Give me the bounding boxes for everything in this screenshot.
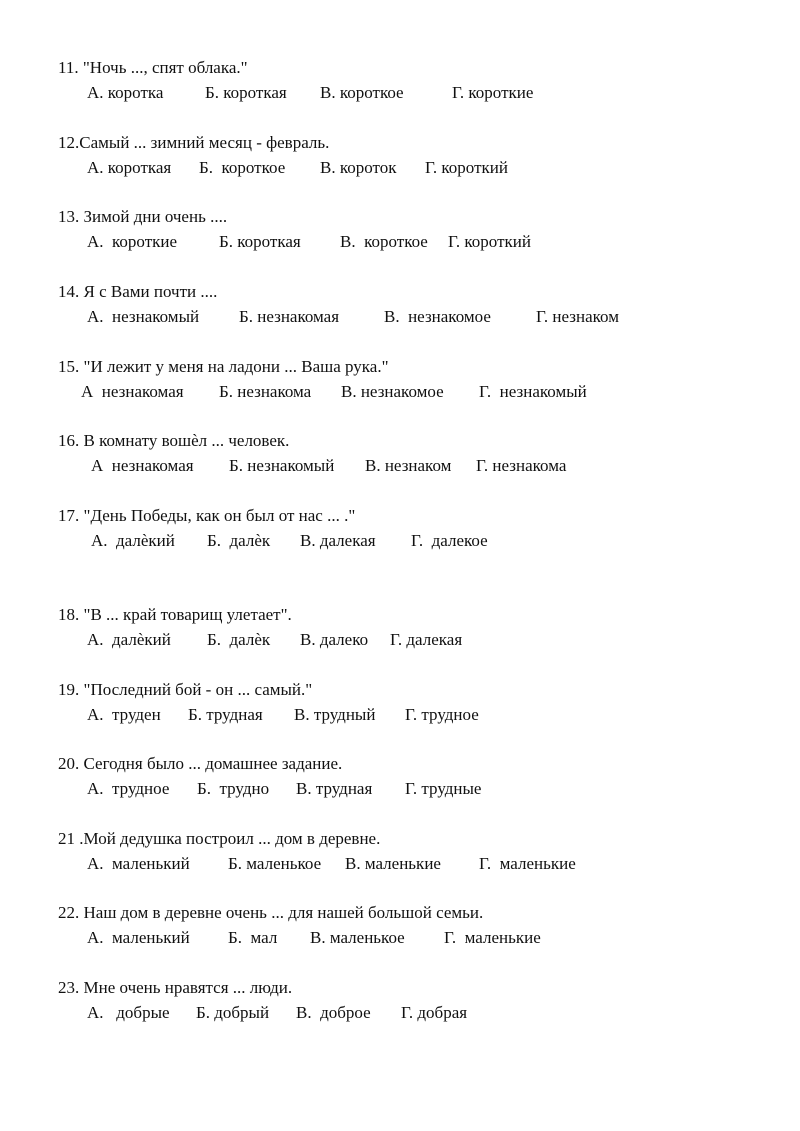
q13-option-c: В. короткое — [340, 232, 428, 251]
q20-option-b: Б. трудно — [197, 779, 270, 798]
q16-option-c: В. незнаком — [365, 456, 452, 475]
q14-option-a: А. незнакомый — [87, 307, 200, 326]
q12-option-d: Г. короткий — [425, 158, 508, 177]
question-11-text: 11. "Ночь ..., спят облака." — [58, 58, 248, 77]
question-16-text: 16. В комнату вошѐл ... человек. — [58, 431, 290, 450]
q12-option-c: В. короток — [320, 158, 397, 177]
q17-option-d: Г. далекое — [411, 531, 488, 550]
q17-option-c: В. далекая — [300, 531, 376, 550]
question-18-text: 18. "В ... край товарищ улетает". — [58, 605, 292, 624]
q22-option-c: В. маленькое — [310, 928, 405, 947]
q18-option-a: А. далѐкий — [87, 630, 171, 649]
question-22-text: 22. Наш дом в деревне очень ... для нашей большой семьи. — [58, 903, 484, 922]
q18-option-b: Б. далѐк — [207, 630, 271, 649]
q12-option-a: А. короткая — [87, 158, 172, 177]
q16-option-b: Б. незнакомый — [229, 456, 335, 475]
q23-option-b: Б. добрый — [196, 1003, 270, 1022]
q14-option-c: В. незнакомое — [384, 307, 491, 326]
q15-option-a: А незнакомая — [81, 382, 184, 401]
question-15-text: 15. "И лежит у меня на ладони ... Ваша рука." — [58, 357, 389, 376]
q19-option-c: В. трудный — [294, 705, 376, 724]
q15-option-d: Г. незнакомый — [479, 382, 587, 401]
q16-option-d: Г. незнакома — [476, 456, 567, 475]
q20-option-c: В. трудная — [296, 779, 373, 798]
question-20-text: 20. Сегодня было ... домашнее задание. — [58, 754, 343, 773]
q15-option-c: В. незнакомое — [341, 382, 444, 401]
q21-option-b: Б. маленькое — [228, 854, 322, 873]
q15-option-b: Б. незнакома — [219, 382, 312, 401]
q16-option-a: А незнакомая — [91, 456, 194, 475]
q14-option-d: Г. незнаком — [536, 307, 619, 326]
q18-option-c: В. далеко — [300, 630, 369, 649]
q17-option-b: Б. далѐк — [207, 531, 271, 550]
question-19-text: 19. "Последний бой - он ... самый." — [58, 680, 313, 699]
q19-option-d: Г. трудное — [405, 705, 479, 724]
q13-option-b: Б. короткая — [219, 232, 301, 251]
q11-option-d: Г. короткие — [452, 83, 534, 102]
q22-option-d: Г. маленькие — [444, 928, 541, 947]
q18-option-d: Г. далекая — [390, 630, 463, 649]
q21-option-c: В. маленькие — [345, 854, 441, 873]
question-17-text: 17. "День Победы, как он был от нас ... ." — [58, 506, 356, 525]
q20-option-a: А. трудное — [87, 779, 170, 798]
q14-option-b: Б. незнакомая — [239, 307, 340, 326]
q12-option-b: Б. короткое — [199, 158, 286, 177]
q19-option-a: А. труден — [87, 705, 161, 724]
q13-option-a: А. короткие — [87, 232, 178, 251]
question-21-text: 21 .Мой дедушка построил ... дом в деревне. — [58, 829, 381, 848]
q11-option-a: А. коротка — [87, 83, 164, 102]
q23-option-a: А. добрые — [87, 1003, 170, 1022]
q22-option-a: А. маленький — [87, 928, 190, 947]
q11-option-b: Б. короткая — [205, 83, 287, 102]
question-14-text: 14. Я с Вами почти .... — [58, 282, 218, 301]
q21-option-d: Г. маленькие — [479, 854, 576, 873]
q20-option-d: Г. трудные — [405, 779, 482, 798]
q13-option-d: Г. короткий — [448, 232, 531, 251]
question-13-text: 13. Зимой дни очень .... — [58, 207, 228, 226]
q19-option-b: Б. трудная — [188, 705, 263, 724]
question-12-text: 12.Самый ... зимний месяц - февраль. — [58, 133, 330, 152]
q17-option-a: А. далѐкий — [91, 531, 175, 550]
q23-option-c: В. доброе — [296, 1003, 371, 1022]
q11-option-c: В. короткое — [320, 83, 404, 102]
q23-option-d: Г. добрая — [401, 1003, 468, 1022]
question-23-text: 23. Мне очень нравятся ... люди. — [58, 978, 293, 997]
q22-option-b: Б. мал — [228, 928, 278, 947]
q21-option-a: А. маленький — [87, 854, 190, 873]
